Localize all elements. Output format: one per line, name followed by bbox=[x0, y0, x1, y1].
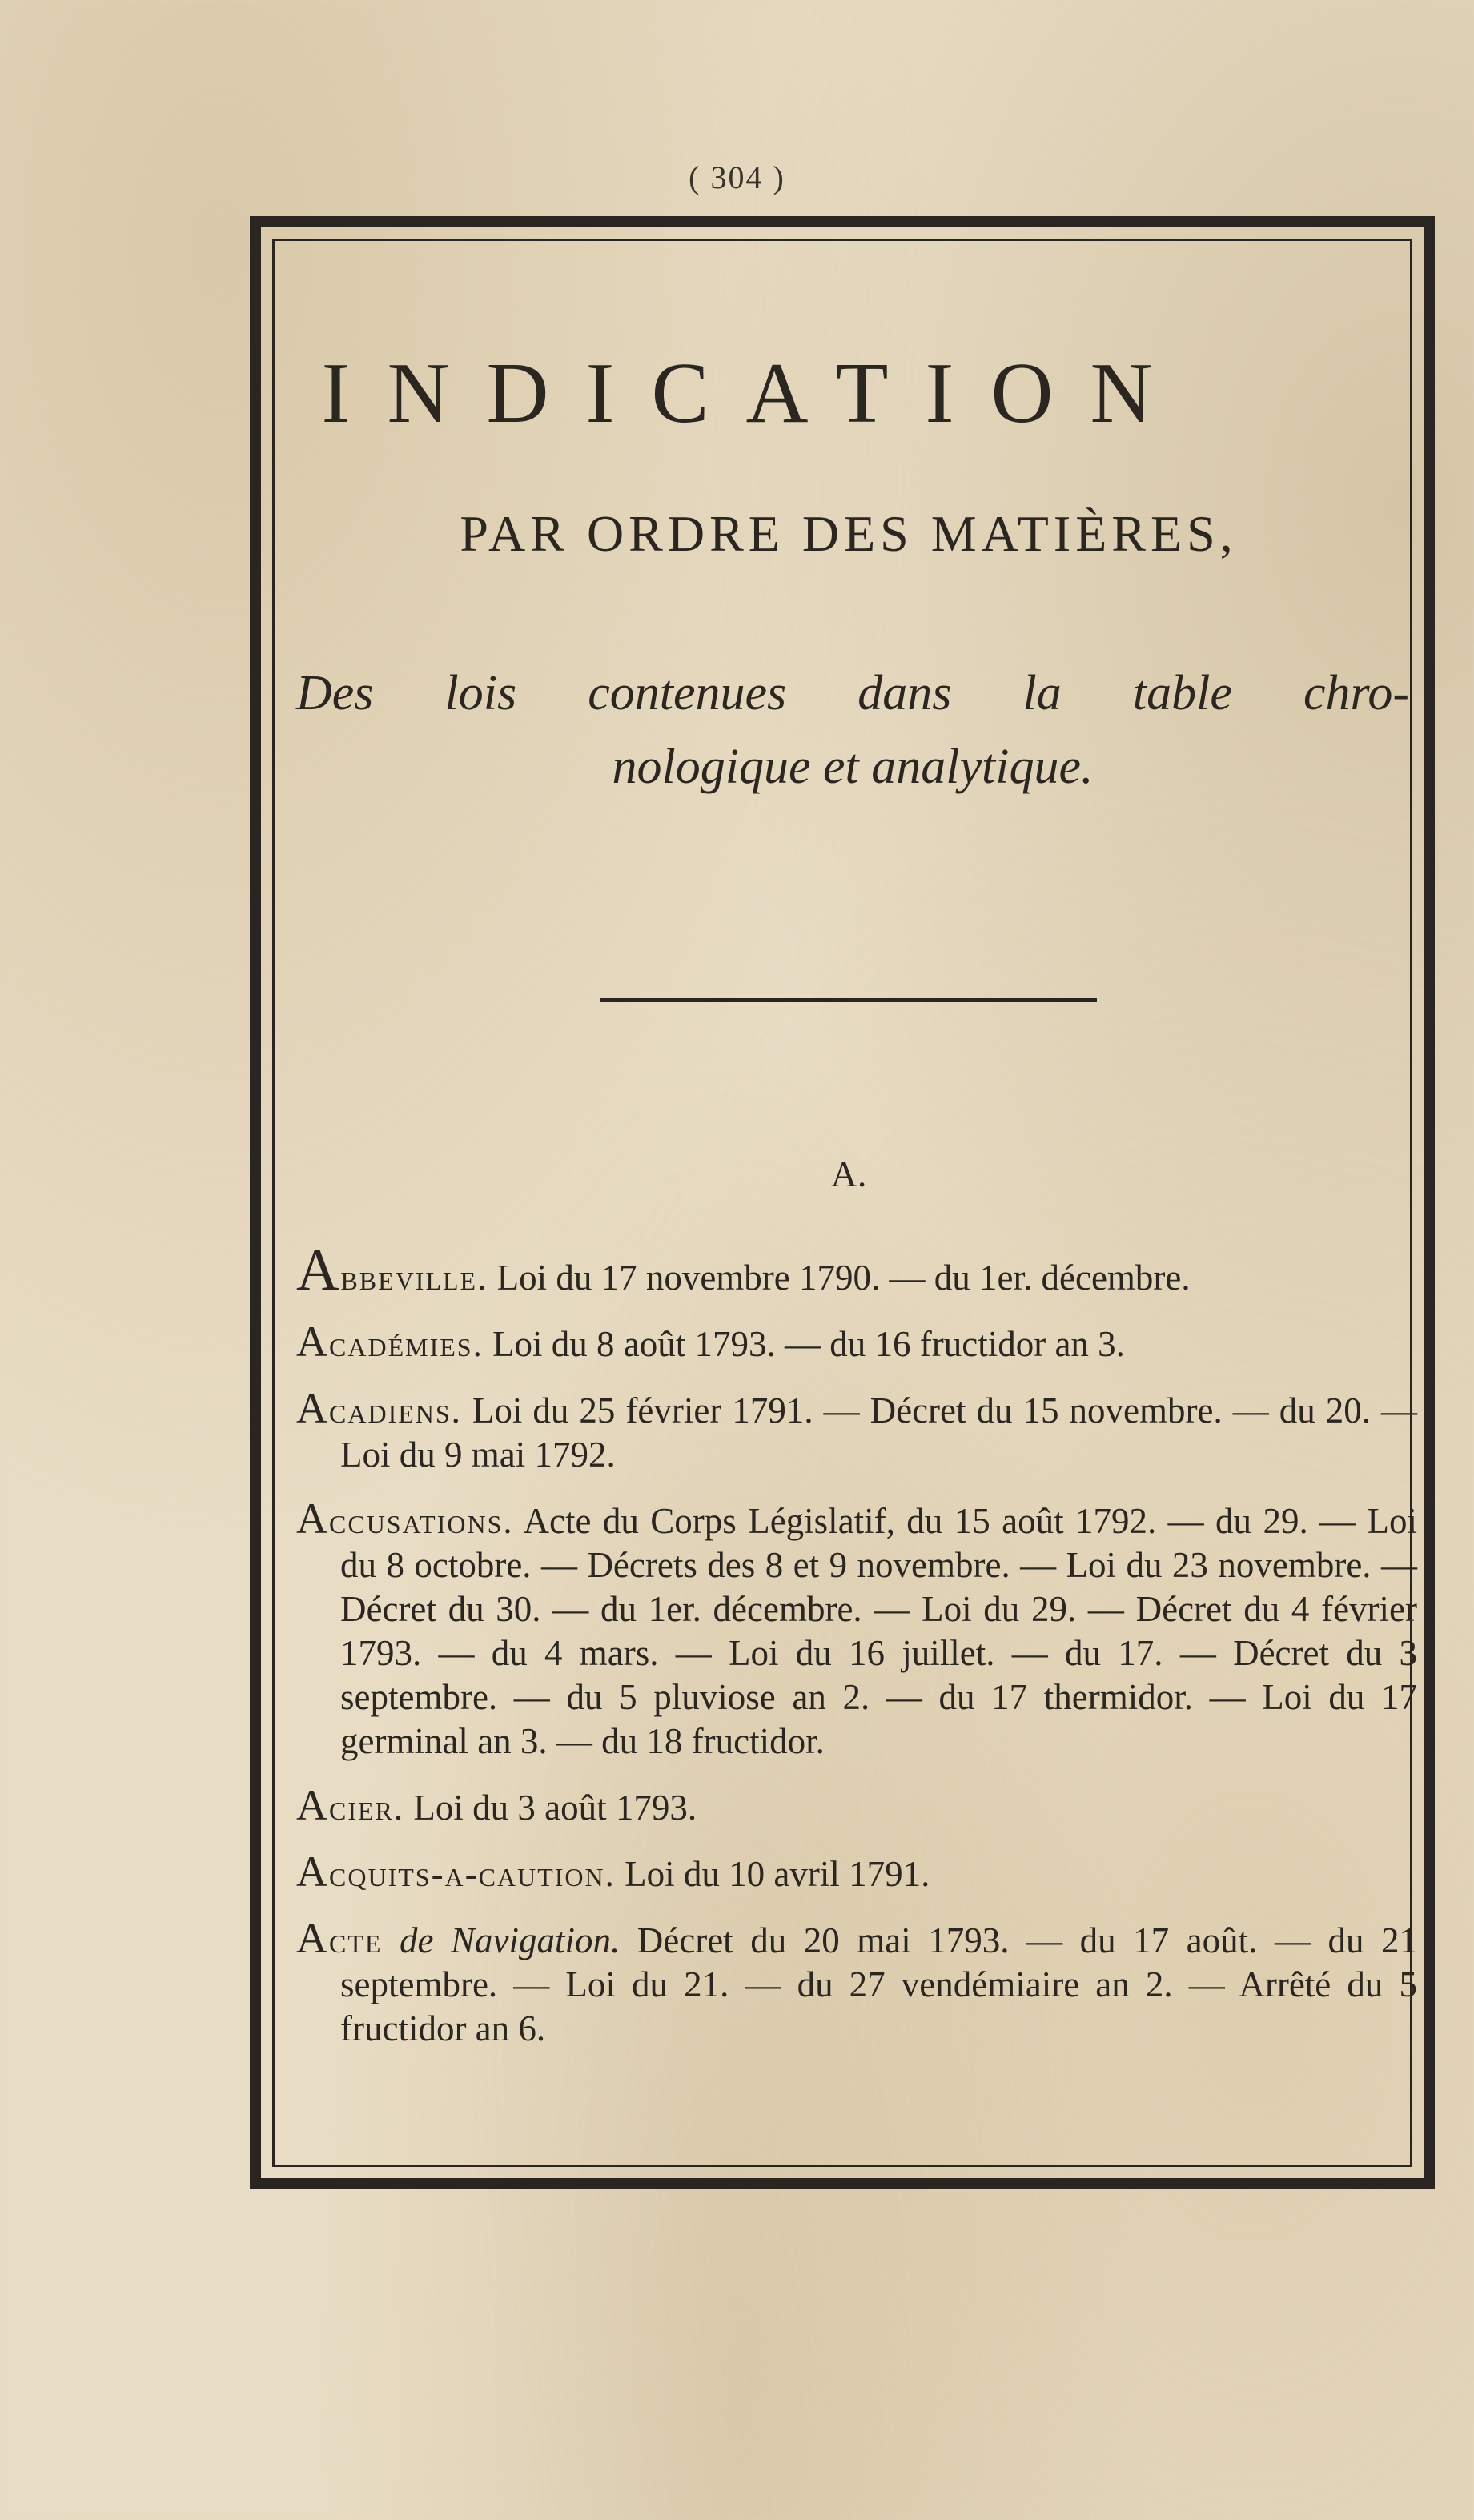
entry-initial: A bbox=[296, 1848, 329, 1896]
section-letter-heading: A. bbox=[830, 1154, 867, 1194]
entry-heading-rest: cquits-a-caution. bbox=[329, 1854, 616, 1894]
entry-heading bbox=[296, 1848, 616, 1896]
entry-heading bbox=[296, 1384, 462, 1432]
entry-heading-rest: bbeville. bbox=[340, 1258, 488, 1298]
entry-text: Décret du 20 mai 1793. — du 17 août. — du 21 septembre. — Loi du 21. — du 27 vendémiaire an 2. — Arrêté du 5 fructidor an 6. bbox=[340, 1920, 1418, 2049]
entry-text: Loi du 10 avril 1791. bbox=[615, 1854, 930, 1894]
entry-text: Loi du 17 novembre 1790. — du 1er. décembre. bbox=[488, 1258, 1191, 1298]
entry-text: Acte du Corps Législatif, du 15 août 1792. — du 29. — Loi du 8 octobre. — Décrets des 8 et 9 novembre. — Loi du 23 novembre. — Décret du 30. — du 1er. décembre. — Loi du 29. — Décret du 4 février 1793. — du 4 mars. — Loi du 16 juillet. — du 17. — Décret du 3 septembre. — du 5 pluviose an 2. — du 17 thermidor. — Loi du 17 germinal an 3. — du 18 fructidor. bbox=[340, 1501, 1417, 1761]
description-line-1: Des lois contenues dans la table chro- bbox=[296, 666, 1409, 720]
entry-initial: A bbox=[296, 1495, 329, 1543]
entry-heading bbox=[296, 1238, 488, 1303]
section-divider bbox=[600, 998, 1097, 1002]
entry-heading-italic: de Navigation. bbox=[382, 1920, 621, 1960]
entry-heading-rest: cadiens. bbox=[329, 1390, 462, 1431]
entry-text: Loi du 8 août 1793. — du 16 fructidor an 3. bbox=[483, 1324, 1125, 1364]
page-subtitle: PAR ORDRE DES MATIÈRES, bbox=[460, 505, 1238, 562]
page-title: INDICATION bbox=[321, 346, 1190, 441]
entry-text: Loi du 3 août 1793. bbox=[404, 1788, 697, 1828]
entry-heading bbox=[296, 1914, 621, 1962]
entry-heading bbox=[296, 1318, 484, 1366]
entry-heading-rest: cadémies. bbox=[329, 1324, 484, 1364]
index-entry bbox=[296, 1850, 1417, 1896]
entry-initial: A bbox=[296, 1384, 329, 1432]
index-entry bbox=[296, 1320, 1417, 1366]
entry-initial: A bbox=[296, 1914, 329, 1962]
entry-text: Loi du 25 février 1791. — Décret du 15 novembre. — du 20. — Loi du 9 mai 1792. bbox=[340, 1390, 1417, 1475]
entry-heading-rest: cte bbox=[329, 1920, 383, 1960]
description-line-2: nologique et analytique. bbox=[612, 740, 1094, 794]
index-entry bbox=[296, 1386, 1417, 1477]
entry-heading bbox=[296, 1495, 514, 1543]
index-entry bbox=[296, 1497, 1417, 1764]
entry-initial: A bbox=[296, 1781, 329, 1829]
index-entry bbox=[296, 1238, 1417, 1303]
page-description bbox=[296, 656, 1409, 804]
entry-initial: A bbox=[296, 1318, 329, 1366]
index-entries bbox=[296, 1238, 1418, 2071]
entry-initial: A bbox=[296, 1238, 341, 1303]
entry-heading bbox=[296, 1781, 405, 1829]
page-number: ( 304 ) bbox=[689, 159, 785, 195]
entry-heading-rest: cier. bbox=[329, 1788, 405, 1828]
index-entry bbox=[296, 1916, 1417, 2051]
index-entry bbox=[296, 1781, 1417, 1830]
entry-heading-rest: ccusations. bbox=[329, 1501, 514, 1541]
